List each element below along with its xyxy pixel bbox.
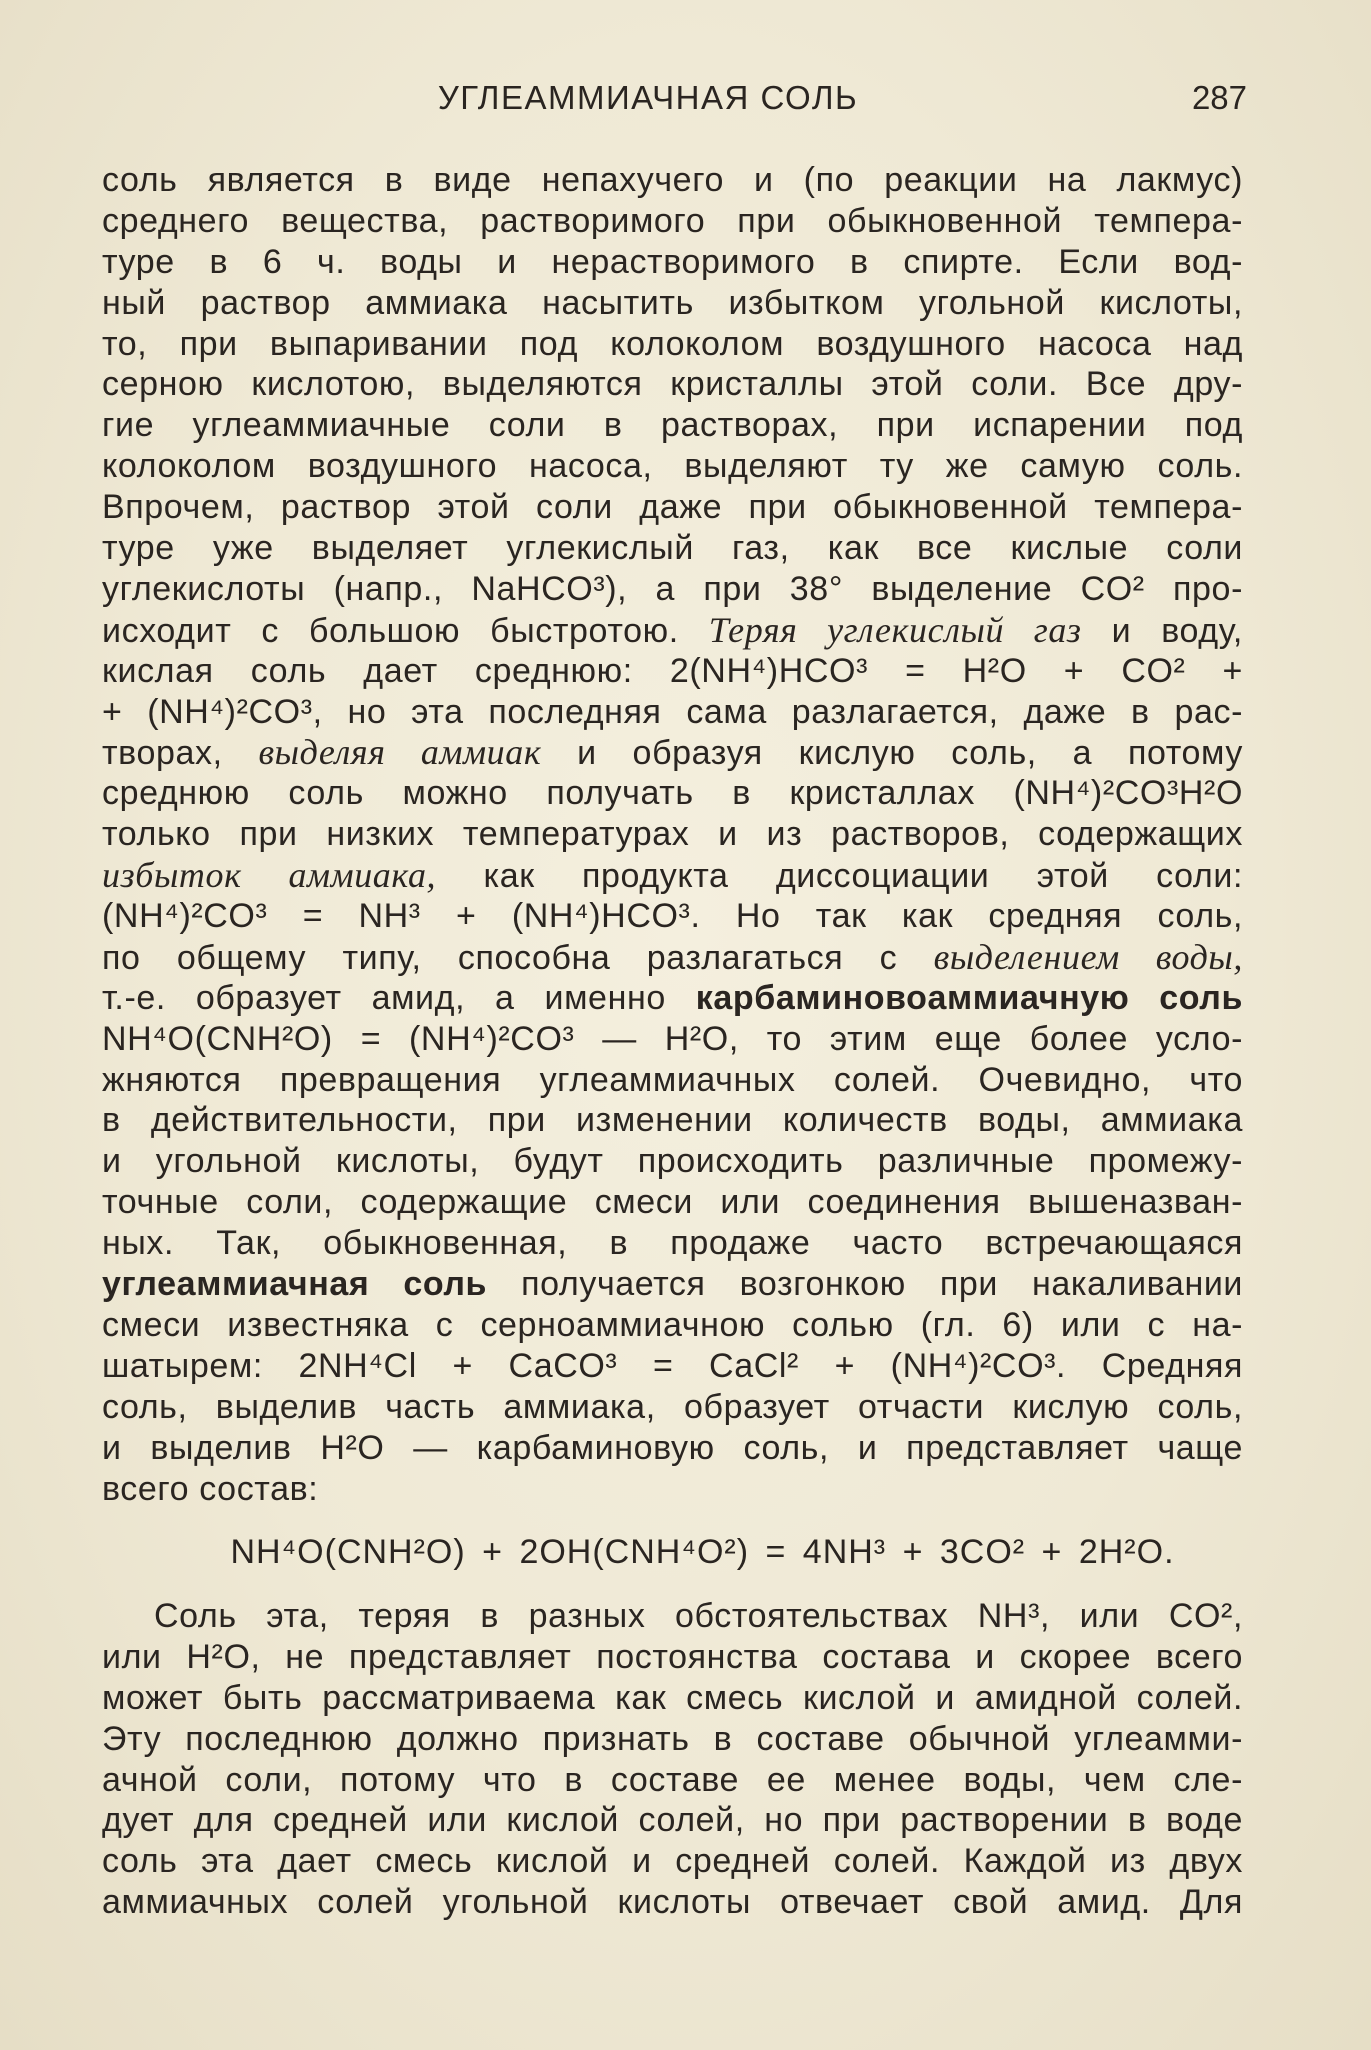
italic-emphasis: Теряя углекислый газ — [708, 609, 1082, 650]
text-run: по общему типу, способна разлагаться с — [102, 938, 934, 977]
text-line — [102, 1760, 1243, 1801]
text-line — [102, 405, 1243, 446]
text-line — [102, 610, 1243, 651]
text-line — [102, 814, 1243, 855]
paragraph-continued — [102, 160, 1243, 1509]
text-line — [102, 283, 1243, 324]
text-line — [102, 937, 1243, 978]
text-run: ный раствор аммиака насытить избытком угольной кислоты, — [102, 283, 1243, 322]
text-run: Эту последнюю должно признать в составе обычной углеамми- — [102, 1719, 1243, 1758]
text-line — [102, 1346, 1243, 1387]
text-line — [102, 1596, 1243, 1637]
text-line — [102, 978, 1243, 1019]
text-run: серною кислотою, выделяются кристаллы этой соли. Все дру- — [102, 365, 1243, 404]
text-line — [102, 1469, 1243, 1510]
text-run: NH⁴O(CNH²O) = (NH⁴)²CO³ — H²O, то этим еще более усло- — [102, 1019, 1243, 1058]
italic-emphasis: выделяя аммиак — [258, 732, 542, 773]
text-line — [102, 1719, 1243, 1760]
text-run: среднего вещества, растворимого при обыкновенной темпера- — [102, 201, 1243, 240]
text-line — [102, 692, 1243, 733]
text-run: среднюю соль можно получать в кристаллах (NH⁴)²CO³H²O — [102, 774, 1243, 813]
text-run: как продукта диссоциации этой соли: — [436, 857, 1243, 896]
text-run: соль эта дает смесь кислой и средней солей. Каждой из двух — [102, 1842, 1243, 1881]
text-run: получается возгонкою при накаливании — [487, 1265, 1244, 1304]
text-line — [102, 487, 1243, 528]
italic-emphasis: избыток аммиака, — [102, 855, 437, 896]
text-run: исходит с большою быстротою. — [102, 611, 709, 650]
text-run: + (NH⁴)²CO³, но эта последняя сама разлагается, даже в рас- — [102, 692, 1243, 731]
text-run: углекислоты (напр., NaHCO³), а при 38° выделение CO² про- — [102, 569, 1243, 608]
text-run: туре в 6 ч. воды и нерастворимого в спирте. Если вод- — [102, 242, 1243, 281]
running-header-title: УГЛЕАММИАЧНАЯ СОЛЬ — [437, 79, 859, 116]
text-line — [102, 1182, 1243, 1223]
text-run: соль является в виде непахучего и (по реакции на лакмус) — [102, 161, 1243, 199]
text-line — [102, 1637, 1243, 1678]
text-run: или H²O, не представляет постоянства состава и скорее всего — [102, 1637, 1243, 1676]
text-line — [102, 1264, 1243, 1305]
text-line — [102, 324, 1243, 365]
text-line — [102, 569, 1243, 610]
text-run: гие углеаммиачные соли в растворах, при испарении под — [102, 406, 1243, 445]
text-line — [102, 1800, 1243, 1841]
text-run: кислая соль дает среднюю: 2(NH⁴)HCO³ = H²O + CO² + — [102, 651, 1243, 690]
text-run: может быть рассматриваема как смесь кислой и амидной солей. — [102, 1678, 1243, 1717]
text-line — [102, 1428, 1243, 1469]
text-line — [102, 1223, 1243, 1264]
text-run: жняются превращения углеаммиачных солей. Очевидно, что — [102, 1060, 1243, 1099]
text-run: творах, — [102, 734, 259, 773]
text-line — [102, 160, 1243, 201]
bold-term: карбаминовоаммиачную соль — [695, 978, 1244, 1017]
text-line — [102, 651, 1243, 692]
text-run: и воду, — [1081, 611, 1243, 650]
text-run: ачной соли, потому что в составе ее менее воды, чем сле- — [102, 1760, 1243, 1799]
text-run: ных. Так, обыкновенная, в продаже часто встречающаяся — [102, 1224, 1243, 1263]
text-run: туре уже выделяет углекислый газ, как все кислые соли — [102, 529, 1243, 568]
page-number: 287 — [1191, 79, 1247, 116]
text-line — [102, 1841, 1243, 1882]
text-line — [102, 1678, 1243, 1719]
text-line — [102, 201, 1243, 242]
text-line — [102, 364, 1243, 405]
italic-emphasis: выделением воды, — [933, 936, 1243, 977]
text-run: всего состав: — [102, 1469, 319, 1508]
text-line — [102, 1060, 1243, 1101]
chemical-equation: NH⁴O(CNH²O) + 2OH(CNH⁴O²) = 4NH³ + 3CO² + 2H²O. — [230, 1533, 1175, 1571]
text-line — [102, 1305, 1243, 1346]
text-run: т.-е. образует амид, а именно — [102, 978, 696, 1017]
text-run: Соль эта, теряя в разных обстоятельствах NH³, или CO², — [154, 1597, 1243, 1635]
text-line — [102, 732, 1243, 773]
text-run: колоколом воздушного насоса, выделяют ту же самую соль. — [102, 447, 1243, 486]
text-line — [102, 1141, 1243, 1182]
text-run: Впрочем, раствор этой соли даже при обыкновенной темпера- — [102, 488, 1243, 527]
text-line — [102, 1387, 1243, 1428]
text-line — [102, 1882, 1243, 1923]
text-run: точные соли, содержащие смеси или соединения вышеназван- — [102, 1183, 1243, 1222]
text-run: дует для средней или кислой солей, но при растворении в воде — [102, 1801, 1243, 1840]
bold-term: углеаммиачная соль — [102, 1265, 488, 1304]
text-run: только при низких температурах и из растворов, содержащих — [102, 815, 1243, 854]
text-run: и выделив H²O — карбаминовую соль, и представляет чаще — [102, 1428, 1243, 1467]
text-line — [102, 855, 1243, 896]
text-line — [102, 773, 1243, 814]
text-run: смеси известняка с серноаммиачною солью (гл. 6) или с на- — [102, 1305, 1243, 1344]
text-line — [102, 1019, 1243, 1060]
text-run: соль, выделив часть аммиака, образует отчасти кислую соль, — [102, 1387, 1243, 1426]
text-line — [102, 896, 1243, 937]
text-run: и угольной кислоты, будут происходить различные промежу- — [102, 1142, 1243, 1181]
text-run: (NH⁴)²CO³ = NH³ + (NH⁴)HCO³. Но так как средняя соль, — [102, 897, 1243, 936]
text-run: шатырем: 2NH⁴Cl + CaCO³ = CaCl² + (NH⁴)²CO³. Средняя — [102, 1346, 1243, 1385]
text-run: и образуя кислую соль, а потому — [541, 734, 1243, 773]
text-line — [102, 1100, 1243, 1141]
text-run: в действительности, при изменении количеств воды, аммиака — [102, 1101, 1243, 1140]
text-run: аммиачных солей угольной кислоты отвечает свой амид. Для — [102, 1883, 1243, 1922]
text-line — [102, 528, 1243, 569]
paragraph — [102, 1596, 1243, 1923]
text-line — [102, 446, 1243, 487]
text-line — [102, 242, 1243, 283]
text-run: то, при выпаривании под колоколом воздушного насоса над — [102, 324, 1243, 363]
